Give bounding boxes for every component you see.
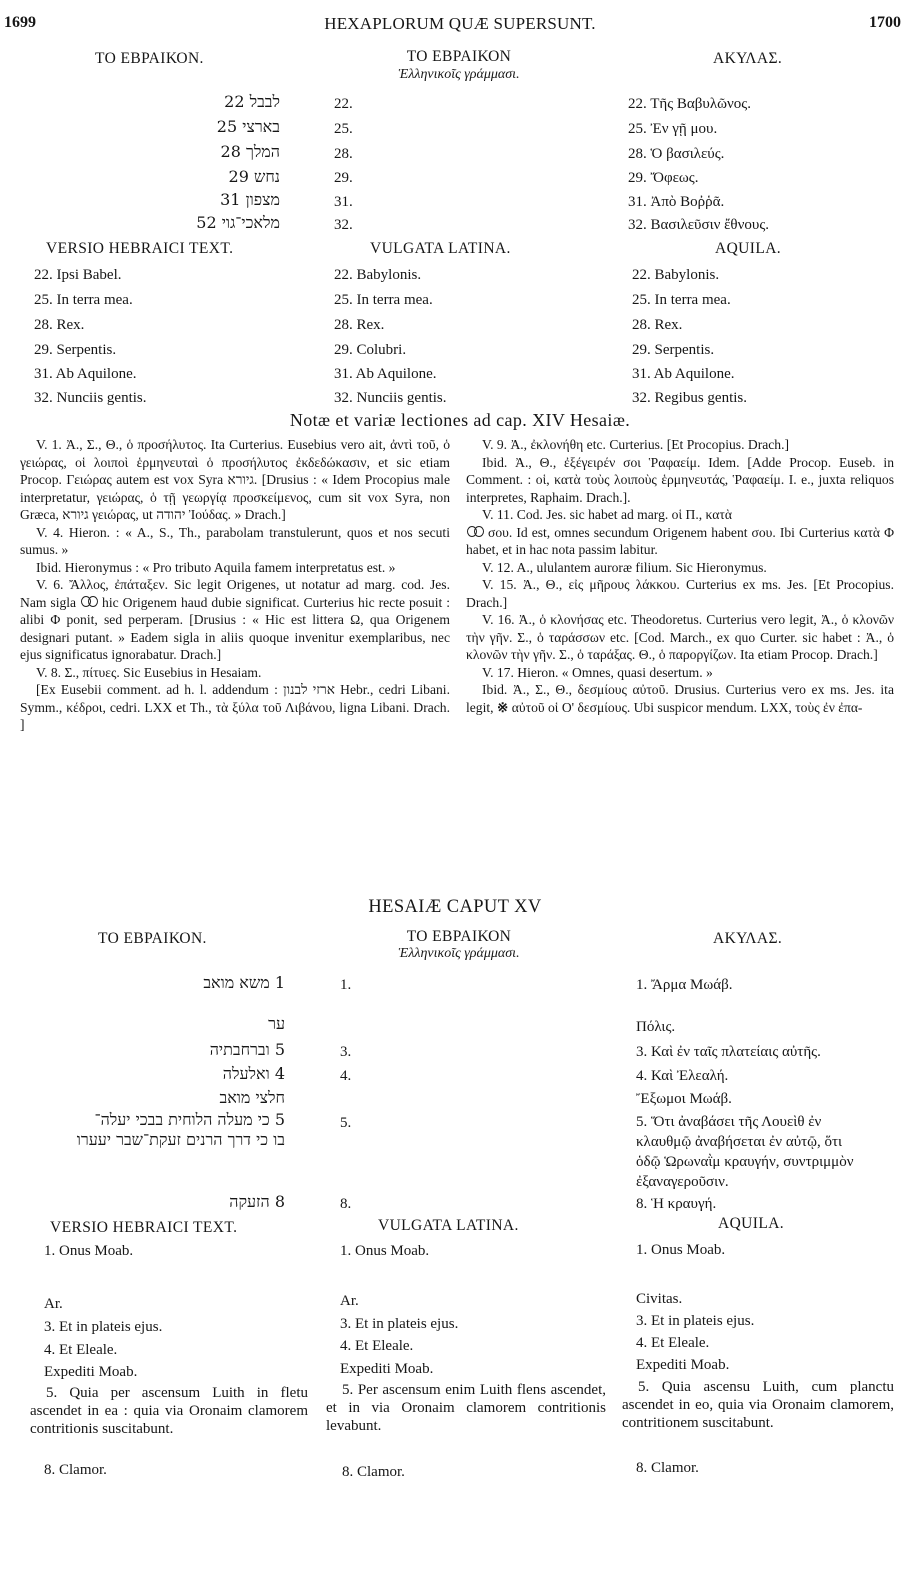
- hebrew-verse-25: בארצי 25: [216, 117, 280, 136]
- note-paragraph: Ibid. Hieronymus : « Pro tributo Aquila famem interpretatus est. »: [36, 559, 396, 575]
- aquila-greek-verse: 29. Ὄφεως.: [628, 170, 699, 186]
- greek-letters-verse: 8.: [340, 1196, 352, 1212]
- col-head-hebrew-greek: ΤΟ ΕΒΡΑΙΚΟΝ: [406, 928, 512, 945]
- aquila-greek-verse: 4. Καὶ Ἐλεαλή.: [636, 1068, 729, 1084]
- hebrew-verse-29: נחש 29: [228, 167, 280, 186]
- latin-vulgate-verse: 1. Onus Moab.: [340, 1243, 430, 1259]
- latin-hebrew-verse-5: 5. Quia per ascensum Luith in fletu ascendet in ea : quia via Oronaim clamorem contritionis suscitabunt.: [30, 1385, 308, 1437]
- hebrew-verse-32: מלאכי־גוי 52: [196, 213, 280, 232]
- hebrew-verse-31: מצפון 31: [220, 190, 280, 209]
- latin-aquila-verse: 29. Serpentis.: [632, 342, 715, 358]
- latin-aquila-verse: 1. Onus Moab.: [636, 1242, 726, 1258]
- page-number-left: 1699: [4, 14, 36, 31]
- latin-vulgate-verse: 29. Colubri.: [334, 342, 407, 358]
- running-title: HEXAPLORUM QUÆ SUPERSUNT.: [324, 14, 596, 33]
- latin-aquila-verse: Civitas.: [636, 1291, 683, 1307]
- latin-vulgate-verse: 28. Rex.: [334, 317, 385, 333]
- latin-vulgate-verse: 31. Ab Aquilone.: [334, 366, 437, 382]
- hebrew-verse-3: 5 וברחבתיה: [209, 1040, 285, 1059]
- hebrew-verse-5-cont: בו כי דרך הרנים זעקת־שבר יעערו: [76, 1130, 285, 1149]
- greek-letters-verse: 25.: [334, 121, 353, 137]
- latin-hebrew-verse: 8. Clamor.: [44, 1462, 107, 1478]
- hebrew-verse-28: המלך 28: [220, 142, 280, 161]
- col-subhead-greek-letters: Ἑλληνικοῖς γράμμασι.: [398, 67, 520, 82]
- latin-hebrew-verse: 1. Onus Moab.: [44, 1243, 134, 1259]
- latin-vulgate-verse: 3. Et in plateis ejus.: [340, 1316, 459, 1332]
- latin-head-hebrew: VERSIO HEBRAICI TEXT.: [46, 240, 234, 257]
- latin-aquila-verse: 31. Ab Aquilone.: [632, 366, 735, 382]
- latin-vulgate-verse: 22. Babylonis.: [334, 267, 422, 283]
- greek-letters-verse: 3.: [340, 1044, 352, 1060]
- aquila-greek-verse: 28. Ὁ βασιλεύς.: [628, 146, 725, 162]
- latin-aquila-verse: 28. Rex.: [632, 317, 683, 333]
- note-paragraph: V. 17. Hieron. « Omnes, quasi desertum. »: [482, 664, 713, 680]
- note-paragraph: V. 9. Ἀ., ἐκλονήθη etc. Curterius. [Et Procopius. Drach.]: [482, 437, 790, 452]
- latin-aquila-verse: 22. Babylonis.: [632, 267, 720, 283]
- note-paragraph: [20, 576, 450, 664]
- aquila-greek-verse: 32. Βασιλεῦσιν ἔθνους.: [628, 217, 770, 233]
- latin-aquila-verse-5: 5. Quia ascensu Luith, cum planctu ascendet in eo, quia via Oronaim clamorem, contritionem suscitabunt.: [622, 1379, 894, 1431]
- latin-aquila-verse: 3. Et in plateis ejus.: [636, 1313, 755, 1329]
- note-text: V. 11. Cod. Jes. sic habet ad marg. οἱ Π., κατὰ: [482, 507, 732, 522]
- latin-aquila-verse: Expediti Moab.: [636, 1357, 730, 1373]
- latin-hebrew-verse: 3. Et in plateis ejus.: [44, 1319, 163, 1335]
- note-paragraph: [Ex Eusebii comment. ad h. l. addendum : ארזי לבנון Hebr., cedri Libani. Symm., κέδροι, cedri. LXX et Th., τὰ ξύλα τοῦ Λιβάνου, ligna Libani. Drach. ]: [20, 682, 450, 732]
- greek-letters-verse: 29.: [334, 170, 353, 186]
- note-text: αὐτοῦ οἱ Ο' δεσμίους. Ubi suspicor mendum. LXX, τοὺς ἐν ἐπα-: [511, 699, 863, 715]
- notes-right-column: [466, 436, 894, 716]
- greek-letters-verse: 5.: [340, 1115, 352, 1131]
- hebrew-verse-8: 8 הזעקה: [229, 1192, 285, 1211]
- note-text: hic Origenem haud dubie significat. Curterius hic recte posuit : alibi Φ ponit, sed perperam. [Drusius : « Hic est littera Ω, qua Origenem designari putant. » Eadem sigla in aliis quoque invenitur exemplaribus, nec ejus significatus ignorabatur. Drach.]: [20, 594, 450, 662]
- latin-aquila-verse: 8. Clamor.: [636, 1460, 699, 1476]
- aquila-greek-verse-cont: ὁδῷ Ὡρωναῒμ κραυγήν, συντριμμὸν: [636, 1154, 854, 1170]
- hebrew-verse-22: לבבל 22: [224, 92, 280, 111]
- latin-vulgate-verse: Ar.: [340, 1293, 359, 1309]
- latin-vulgate-verse: 8. Clamor.: [342, 1464, 405, 1480]
- latin-hebrew-verse: 31. Ab Aquilone.: [34, 366, 137, 382]
- aquila-greek-verse: 3. Καὶ ἐν ταῖς πλατείαις αὐτῆς.: [636, 1044, 821, 1060]
- latin-vulgate-verse: Expediti Moab.: [340, 1361, 434, 1377]
- col-head-hebrew: ΤΟ ΕΒΡΑΙΚΟΝ.: [98, 930, 207, 947]
- origen-sigla-icon: [466, 525, 484, 539]
- note-paragraph: V. 16. Ἀ., ὁ κλονήσας etc. Theodoretus. Curterius vero legit, Ἀ., ὁ κλονῶν τὴν γῆν. Σ., ὁ ταράσσων etc. [Cod. March., ex quo Curter. sic habet : Ἀ., ὁ κλονῶν τὴν γῆν. Σ., ὁ ταράξας. Θ., ὁ παροργίζων. Ita etiam Procop. Drach.]: [466, 612, 894, 662]
- col-subhead-greek-letters: Ἑλληνικοῖς γράμμασι.: [398, 946, 520, 961]
- latin-head-aquila: AQUILA.: [715, 240, 782, 257]
- greek-letters-verse: 4.: [340, 1068, 352, 1084]
- aquila-greek-verse: 5. Ὅτι ἀναβάσει τῆς Λουεὶθ ἐν: [636, 1114, 822, 1130]
- aquila-greek-verse: 8. Ἡ κραυγή.: [636, 1196, 717, 1212]
- hebrew-verse-1: 1 משא מואב: [203, 973, 285, 992]
- origen-sigla-icon: [80, 595, 98, 609]
- note-paragraph: V. 8. Σ., πίτυες. Sic Eusebius in Hesaiam.: [36, 664, 262, 680]
- note-paragraph: V. 15. Ἀ., Θ., εἰς μῆρους λάκκου. Curterius ex ms. Jes. [Et Procopius. Drach.]: [466, 577, 894, 610]
- latin-vulgate-verse: 25. In terra mea.: [334, 292, 433, 308]
- latin-hebrew-verse: Ar.: [44, 1296, 63, 1312]
- page-number-right: 1700: [869, 14, 901, 31]
- note-text: σου. Id est, omnes secundum Origenem habent σου. Ibi Curterius κατὰ Φ habet, et in hac nota passim labitur.: [466, 524, 894, 557]
- greek-letters-verse: 32.: [334, 217, 353, 233]
- aquila-greek-verse: 1. Ἄρμα Μωάβ.: [636, 977, 733, 993]
- latin-hebrew-verse: 25. In terra mea.: [34, 292, 133, 308]
- latin-hebrew-verse: 29. Serpentis.: [34, 342, 117, 358]
- note-paragraph: Ibid. Ἀ., Θ., ἐξέγειρέν σοι Ῥαφαείμ. Idem. [Adde Procop. Euseb. in Comment. : οἱ, κατὰ τοὺς λοιποὺς ἑρμηνευτάς, Ῥαφαείμ. I. e., juxta reliquos interpretes, Raphaim. Drach.].: [466, 454, 894, 505]
- latin-head-hebrew: VERSIO HEBRAICI TEXT.: [50, 1219, 238, 1236]
- latin-aquila-verse: 25. In terra mea.: [632, 292, 731, 308]
- greek-letters-verse: 1.: [340, 977, 352, 993]
- aquila-greek-verse-cont: ἐξαναγεροῦσιν.: [636, 1174, 729, 1190]
- latin-aquila-verse: 32. Regibus gentis.: [632, 390, 747, 406]
- note-paragraph: [466, 681, 894, 716]
- col-head-aquila: ΑΚΥΛΑΣ.: [713, 50, 783, 67]
- aquila-greek-verse: 22. Τῆς Βαβυλῶνος.: [628, 96, 751, 112]
- greek-letters-verse: 22.: [334, 96, 353, 112]
- latin-vulgate-verse: 4. Et Eleale.: [340, 1338, 414, 1354]
- latin-hebrew-verse: 22. Ipsi Babel.: [34, 267, 122, 283]
- notes-title: Notæ et variæ lectiones ad cap. XIV Hesaiæ.: [289, 410, 631, 430]
- greek-letters-verse: 28.: [334, 146, 353, 162]
- col-head-hebrew: ΤΟ ΕΒΡΑΙΚΟΝ.: [95, 50, 204, 67]
- latin-vulgate-verse: 32. Nunciis gentis.: [334, 390, 447, 406]
- note-paragraph: V. 1. Ἀ., Σ., Θ., ὁ προσήλυτος. Ita Curterius. Eusebius vero ait, ἀντὶ τοῦ, ὁ γειώρας, οἱ λοιποὶ ἑρμηνευταὶ ὁ προσήλυτος ἐκδεδώκασιν, et sic etiam Procop. Γειώρας autem est vox Syra גיורא. [Drusius : « Idem Procopius male interpretatur, γειώρας, ὁ τῇ γεωργίᾳ προσκείμενος, cum sit vox Syra, non Græca, גיורא γειώρας, ut יהודה Ἰούδας. » Drach.]: [20, 437, 450, 522]
- latin-hebrew-verse: 4. Et Eleale.: [44, 1342, 118, 1358]
- hebrew-verse-5: 5 כי מעלה הלוחית בבכי יעלה־: [94, 1110, 285, 1129]
- greek-letters-verse: 31.: [334, 194, 353, 210]
- aquila-greek-verse: Πόλις.: [636, 1019, 676, 1035]
- note-text: Ibid. Ἀ., Σ., Θ., δεσμίους αὐτοῦ. Drusius. Curterius vero ex ms. Jes. ita legit,: [466, 682, 894, 715]
- latin-head-vulgate: VULGATA LATINA.: [370, 240, 511, 257]
- notes-left-column: [20, 436, 450, 734]
- asterisk-mark-icon: ※: [496, 699, 509, 715]
- hebrew-phrase: חלצי מואב: [219, 1088, 285, 1107]
- hebrew-word: ער: [268, 1014, 285, 1033]
- aquila-greek-verse: Ἔξωμοι Μωάβ.: [636, 1091, 732, 1107]
- col-head-hebrew-greek: ΤΟ ΕΒΡΑΙΚΟΝ: [406, 48, 512, 65]
- aquila-greek-verse: 25. Ἐν γῇ μου.: [628, 121, 718, 137]
- latin-hebrew-verse: 32. Nunciis gentis.: [34, 390, 147, 406]
- latin-aquila-verse: 4. Et Eleale.: [636, 1335, 710, 1351]
- chapter-title: HESAIÆ CAPUT XV: [368, 897, 542, 917]
- aquila-greek-verse: 31. Ἀπὸ Βοῤῥᾶ.: [628, 194, 725, 210]
- hebrew-verse-4: 4 ואלעלה: [222, 1064, 285, 1083]
- note-text: V. 6. Ἄλλος, ἐπάταξεν. Sic legit Origenes, ut notatur ad marg. cod. Jes. Nam sigla: [20, 577, 450, 610]
- note-paragraph: [466, 506, 894, 559]
- latin-head-vulgate: VULGATA LATINA.: [378, 1217, 519, 1234]
- latin-vulgate-verse-5: 5. Per ascensum enim Luith flens ascendet, et in via Oronaim clamorem contritionis levabunt.: [326, 1382, 606, 1434]
- col-head-aquila: ΑΚΥΛΑΣ.: [713, 930, 783, 947]
- latin-hebrew-verse: Expediti Moab.: [44, 1364, 138, 1380]
- note-paragraph: V. 4. Hieron. : « A., S., Th., parabolam transtulerunt, quos et nos secuti sumus. »: [20, 524, 450, 557]
- aquila-greek-verse-cont: κλαυθμῷ ἀναβήσεται ἐν αὐτῷ, ὅτι: [636, 1134, 843, 1150]
- latin-hebrew-verse: 28. Rex.: [34, 317, 85, 333]
- note-paragraph: V. 12. A., ululantem auroræ filium. Sic Hieronymus.: [482, 559, 767, 575]
- latin-head-aquila: AQUILA.: [718, 1215, 785, 1232]
